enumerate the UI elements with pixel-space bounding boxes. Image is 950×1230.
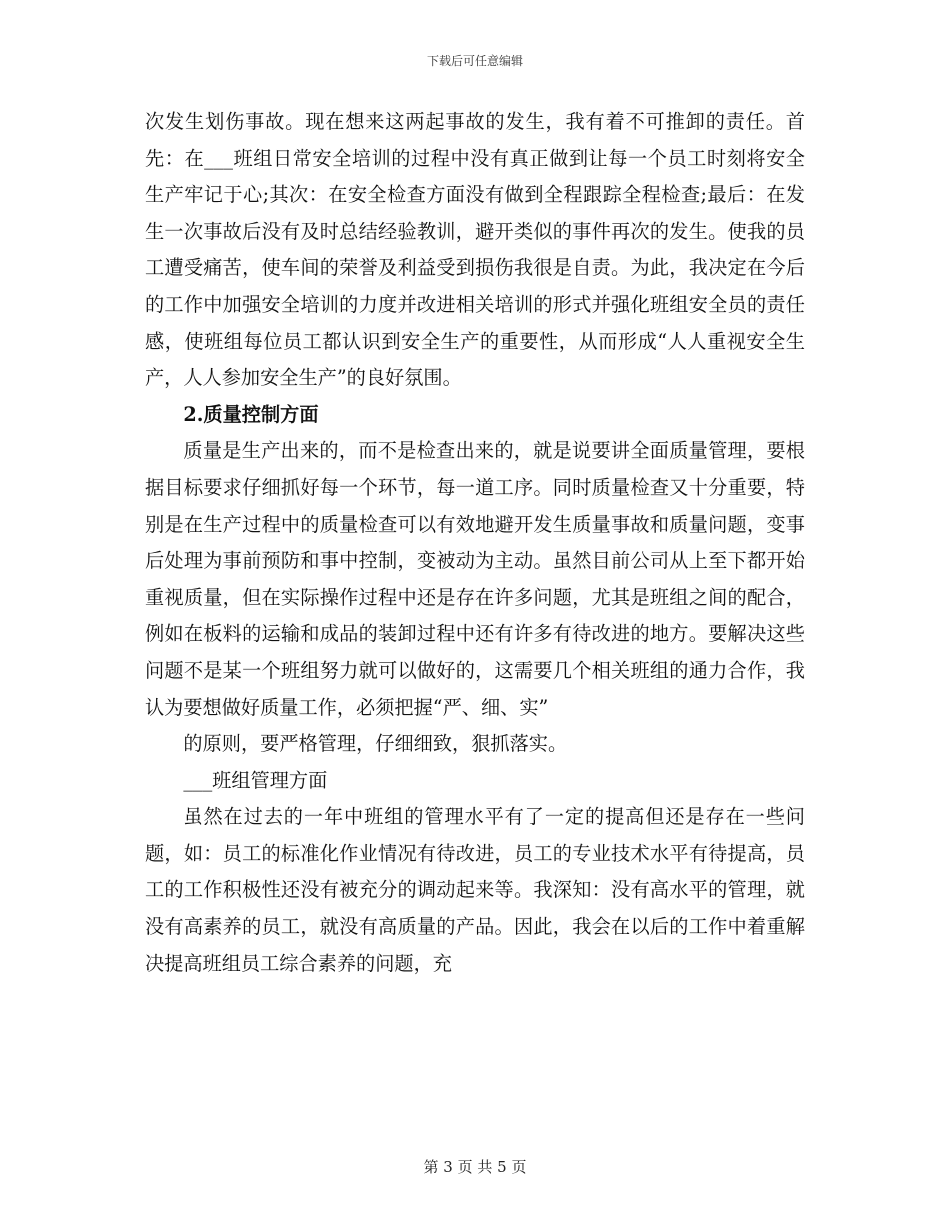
section-heading-quality-control: 2.质量控制方面: [183, 402, 319, 426]
paragraph-quality-control: 质量是生产出来的，而不是检查出来的，就是说要讲全面质量管理，要根据目标要求仔细抓好每一个环节，每一道工序。同时质量检查又十分重要，特别是在生产过程中的质量检查可以有效地避开发生质量事故和质量问题，变事后处理为事前预防和事中控制，变被动为主动。虽然目前公司从上至下都开始重视质量，但在实际操作过程中还是存在许多问题，尤其是班组之间的配合，例如在板料的运输和成品的装卸过程中还有许多有待改进的地方。要解决这些问题不是某一个班组努力就可以做好的，这需要几个相关班组的通力合作，我认为要想做好质量工作，必须把握“严、细、实”: [145, 439, 805, 719]
document-body: [145, 104, 805, 982]
paragraph-team-management: 虽然在过去的一年中班组的管理水平有了一定的提高但还是存在一些问题，如：员工的标准化作业情况有待改进，员工的专业技术水平有待提高，员工的工作积极性还没有被充分的调动起来等。我深知：没有高水平的管理，就没有高素养的员工，就没有高质量的产品。因此，我会在以后的工作中着重解决提高班组员工综合素养的问题，充: [145, 805, 805, 975]
page-header: 下载后可任意编辑: [426, 54, 523, 68]
paragraph-safety-continued: 次发生划伤事故。现在想来这两起事故的发生，我有着不可推卸的责任。首先：在___班组日常安全培训的过程中没有真正做到让每一个员工时刻将安全生产牢记于心;其次：在安全检查方面没有做到全程跟踪全程检查;最后：在发生一次事故后没有及时总结经验教训，避开类似的事件再次的发生。使我的员工遭受痛苦，使车间的荣誉及利益受到损伤我很是自责。为此，我决定在今后的工作中加强安全培训的力度并改进相关培训的形式并强化班组安全员的责任感，使班组每位员工都认识到安全生产的重要性，从而形成“人人重视安全生产，人人参加安全生产”的良好氛围。: [145, 110, 805, 390]
section-heading-team-management: ___班组管理方面: [183, 768, 328, 792]
paragraph-quality-principle: 的原则，要严格管理，仔细细致，狠抓落实。: [183, 732, 568, 756]
page-number: 第 3 页 共 5 页: [423, 1158, 527, 1176]
